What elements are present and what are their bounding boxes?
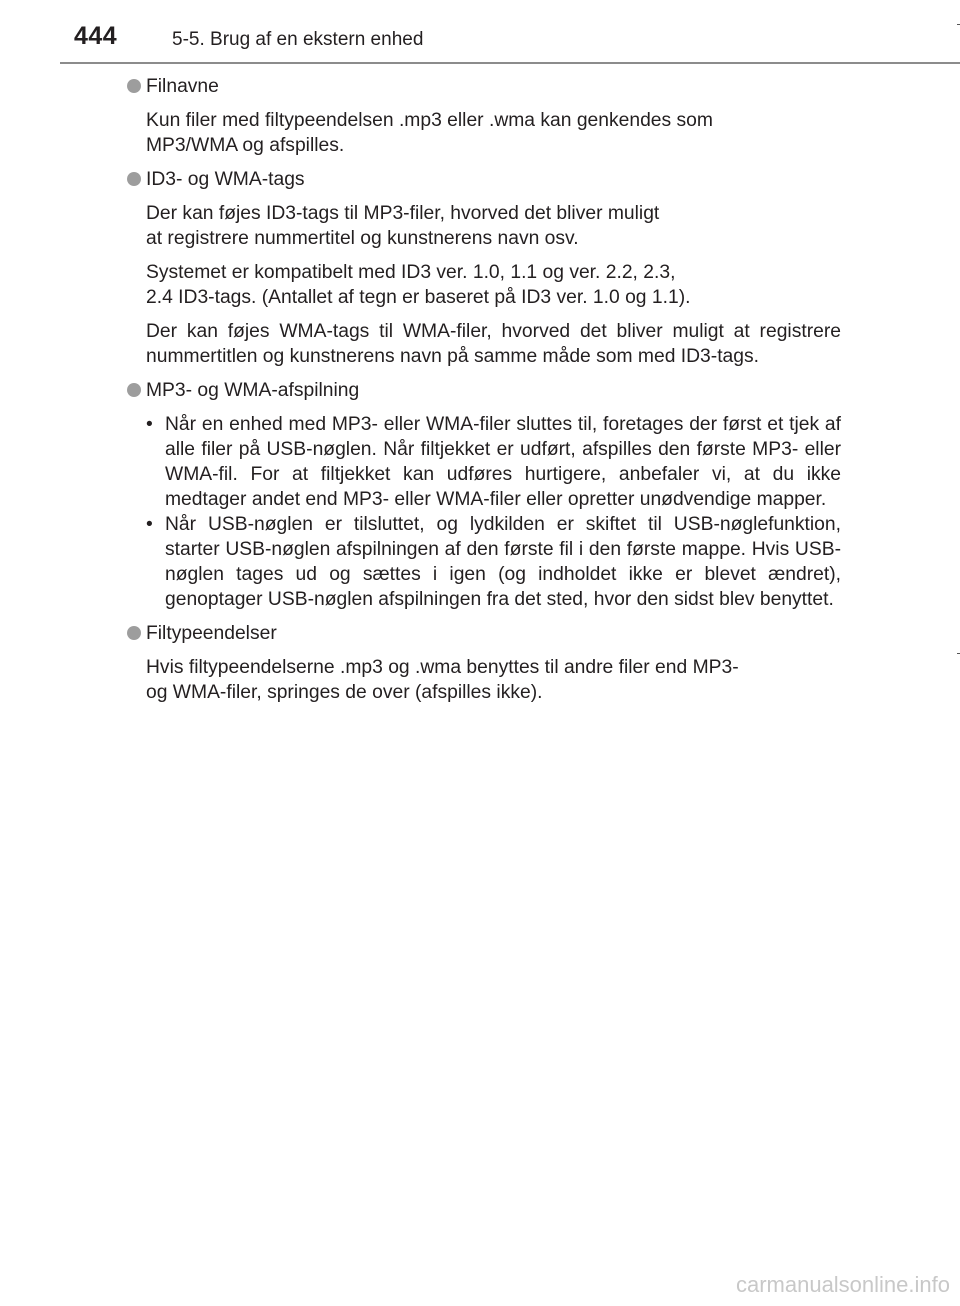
list-marker: • bbox=[146, 414, 153, 435]
text-line: Hvis filtypeendelserne .mp3 og .wma benyttes til andre filer end MP3- bbox=[146, 657, 739, 678]
section-mp3-wma-playback bbox=[127, 378, 841, 612]
page-header bbox=[0, 0, 960, 64]
list-item bbox=[146, 512, 841, 612]
section-filnavne bbox=[127, 74, 841, 158]
text-line: MP3/WMA og afspilles. bbox=[146, 135, 345, 156]
page-number: 444 bbox=[74, 22, 118, 50]
text-line: at registrere nummertitel og kunstnerens navn osv. bbox=[146, 228, 579, 249]
section-filtypeendelser bbox=[127, 621, 841, 705]
section-heading-text: Filtypeendelser bbox=[146, 623, 277, 644]
list-item-text: Når en enhed med MP3- eller WMA-filer sluttes til, foretages der først et tjek af alle filer på USB-nøglen. Når filtjekket er udført, afspilles den første MP3- eller WMA-fil. For at filtjekket kan udføres hurtigere, anbefaler vi, at du ikke medtager andet end MP3- eller WMA-filer eller opretter unødvendige mapper. bbox=[165, 414, 841, 510]
list-item bbox=[146, 412, 841, 512]
text-line: Systemet er kompatibelt med ID3 ver. 1.0, 1.1 og ver. 2.2, 2.3, bbox=[146, 262, 676, 283]
list-marker: • bbox=[146, 514, 153, 535]
paragraph bbox=[127, 260, 841, 310]
circle-bullet-icon bbox=[127, 172, 141, 186]
section-title: 5-5. Brug af en ekstern enhed bbox=[172, 29, 424, 50]
section-heading-text: MP3- og WMA-afspilning bbox=[146, 380, 360, 401]
circle-bullet-icon bbox=[127, 626, 141, 640]
section-heading bbox=[127, 167, 841, 192]
watermark: carmanualsonline.info bbox=[735, 1272, 950, 1297]
text-line: 2.4 ID3-tags. (Antallet af tegn er baseret på ID3 ver. 1.0 og 1.1). bbox=[146, 287, 691, 308]
text-line: Der kan føjes ID3-tags til MP3-filer, hvorved det bliver muligt bbox=[146, 203, 660, 224]
paragraph bbox=[127, 108, 841, 158]
circle-bullet-icon bbox=[127, 383, 141, 397]
section-heading-text: ID3- og WMA-tags bbox=[146, 169, 305, 190]
section-heading bbox=[127, 621, 841, 646]
paragraph bbox=[127, 655, 841, 705]
paragraph bbox=[127, 201, 841, 251]
section-heading bbox=[127, 378, 841, 403]
section-id3-wma-tags bbox=[127, 167, 841, 369]
list-item-text: Når USB-nøglen er tilsluttet, og lydkilden er skiftet til USB-nøglefunktion, starter USB-nøglen afspilningen af den første fil i den første mappe. Hvis USB-nøglen tages ud og sættes i igen (og indholdet ikke er blevet ændret), genoptager USB-nøglen afspilningen fra det sted, hvor den sidst blev benyttet. bbox=[165, 514, 841, 610]
document-body bbox=[127, 74, 841, 714]
section-heading bbox=[127, 74, 841, 99]
text-line: og WMA-filer, springes de over (afspilles ikke). bbox=[146, 682, 543, 703]
section-heading-text: Filnavne bbox=[146, 76, 219, 97]
bullet-list bbox=[146, 412, 841, 612]
circle-bullet-icon bbox=[127, 79, 141, 93]
header-rule bbox=[60, 62, 960, 64]
text-line: Kun filer med filtypeendelsen .mp3 eller .wma kan genkendes som bbox=[146, 110, 713, 131]
paragraph: Der kan føjes WMA-tags til WMA-filer, hvorved det bliver muligt at registrere nummertitlen og kunstnerens navn på samme måde som med ID3-tags. bbox=[146, 321, 841, 367]
